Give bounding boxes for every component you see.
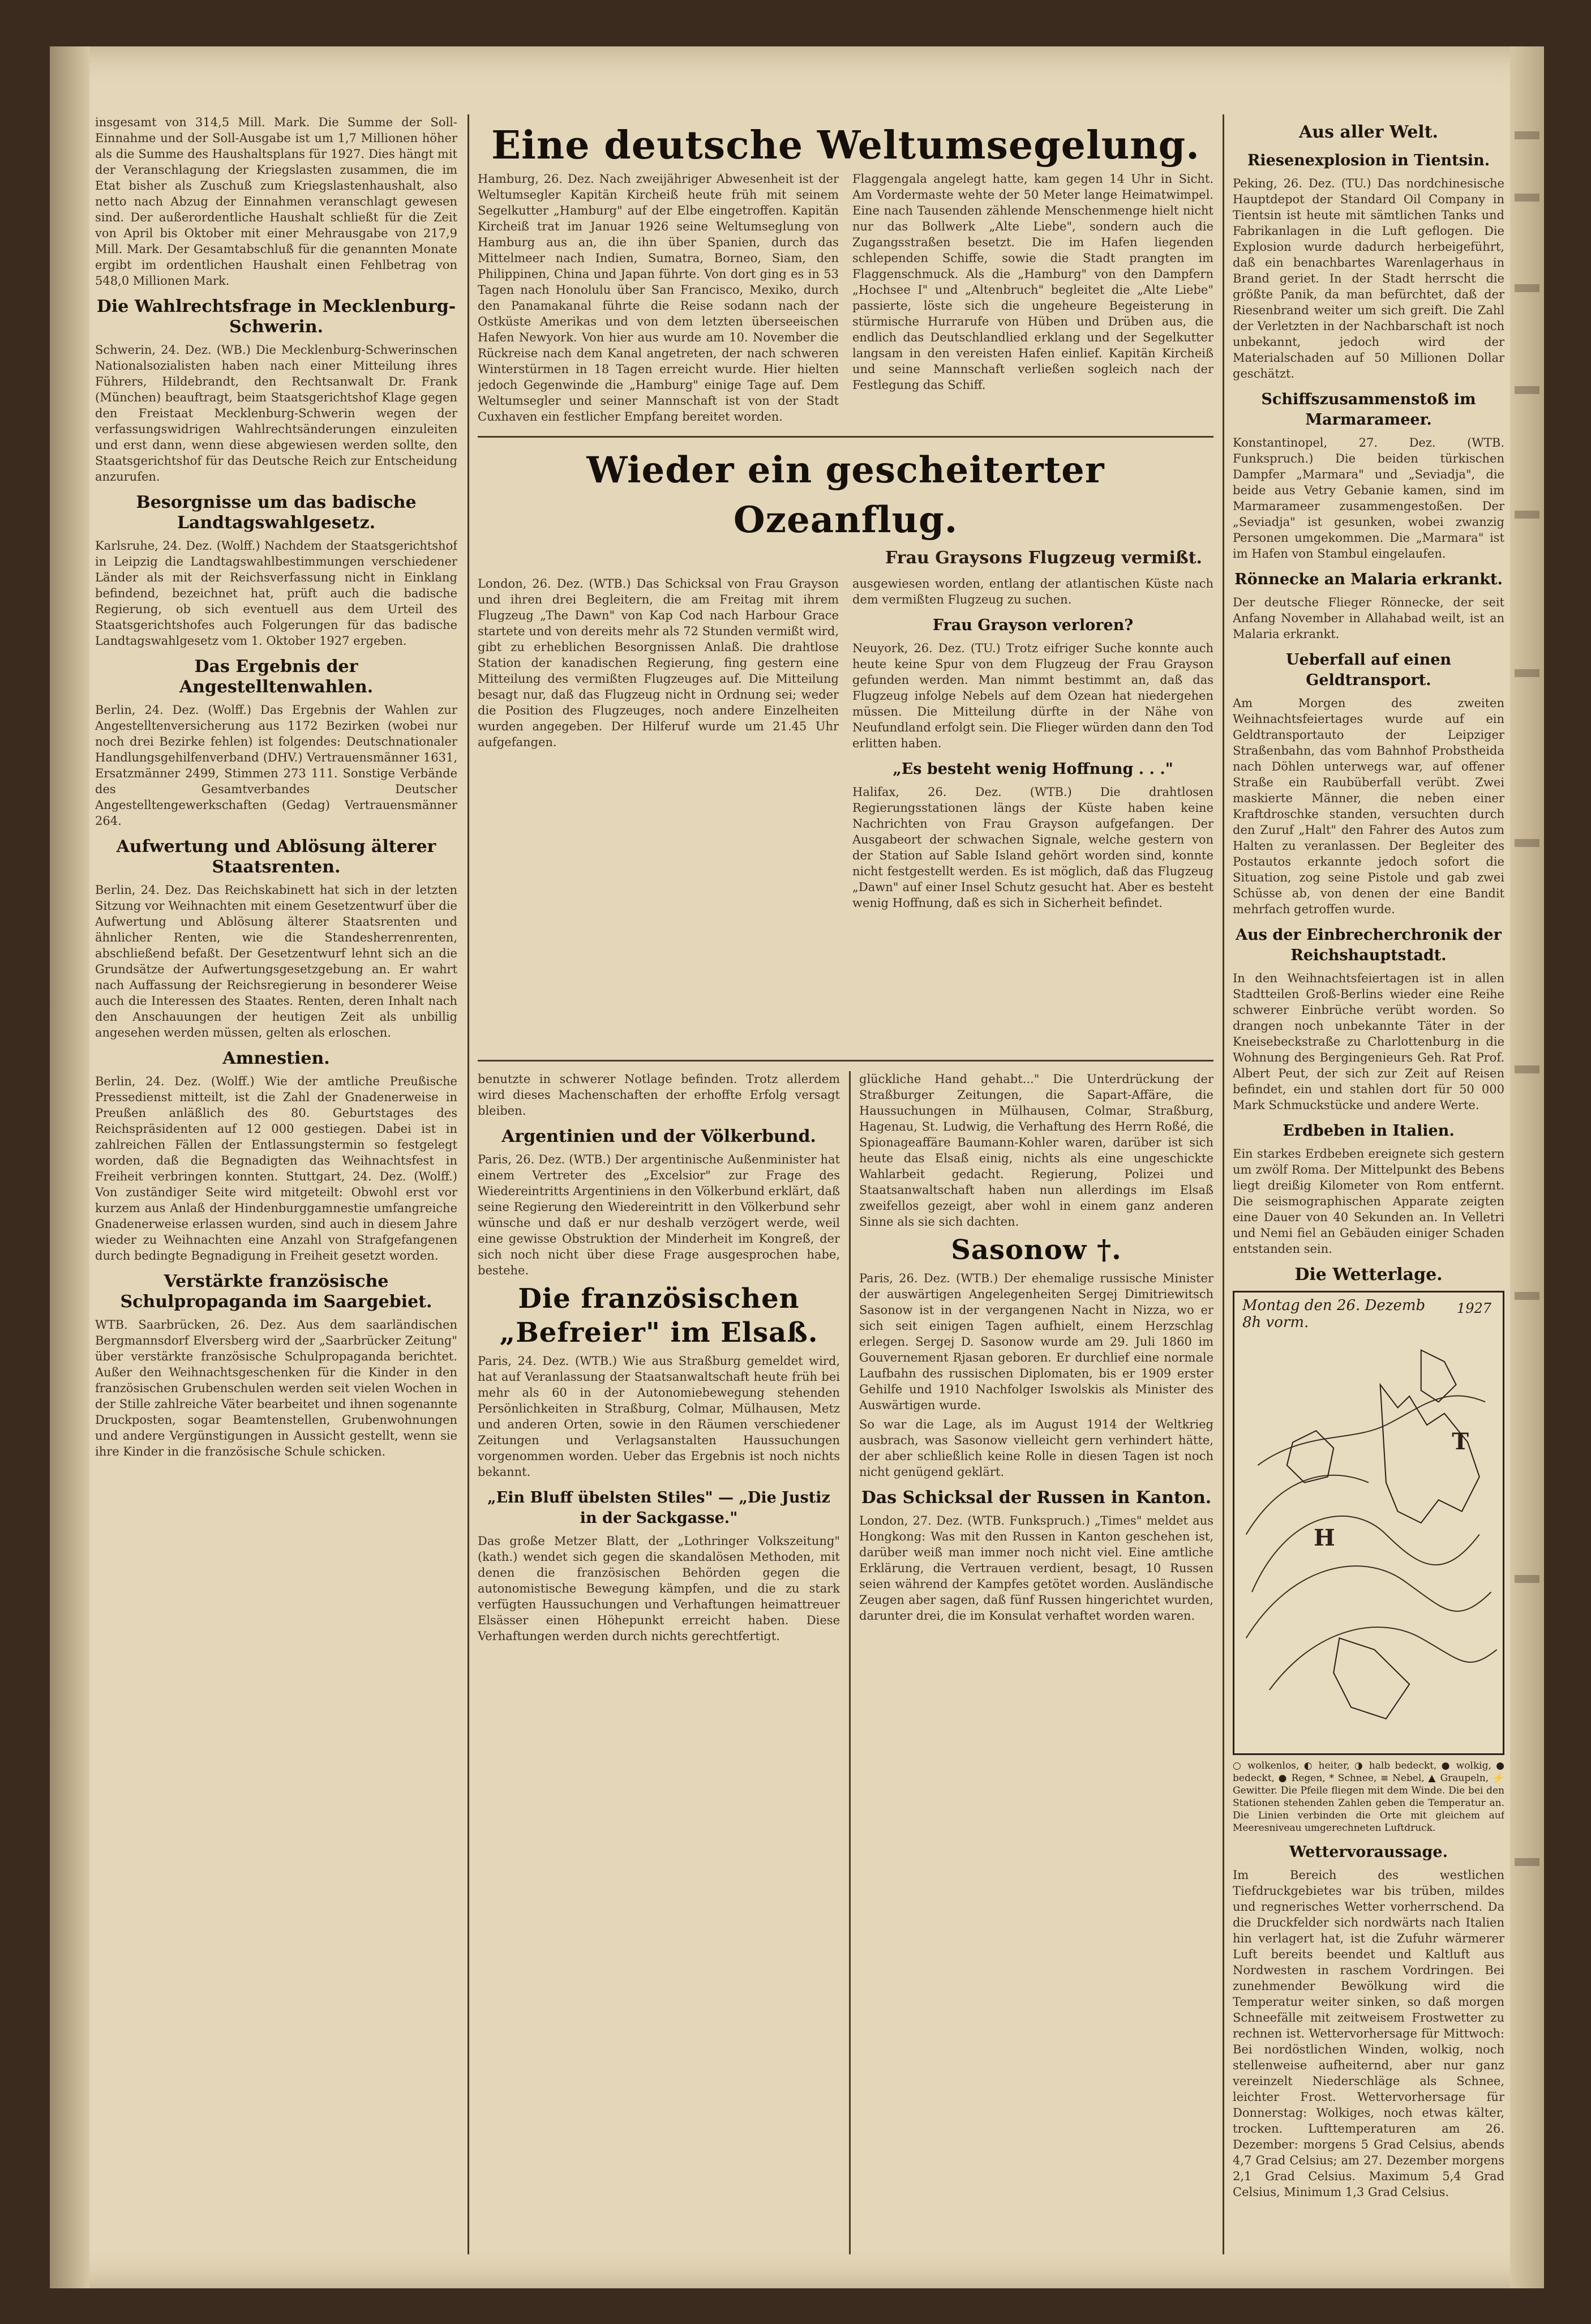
schulpropaganda-headline: Verstärkte französische Schulpropaganda im Saargebiet. [120,1272,432,1312]
einbrecher-text: In den Weihnachtsfeiertagen ist in allen Stadtteilen Groß-Berlins wieder eine Reihe schwerer Einbrüche verübt worden. So drangen noch unbekannte Täter in der Kneisebeckstraße zu Charlottenburg in die Wohnung des Bergingenieurs Geh. Rat Prof. Albert Peut, der sich zur Zeit auf Reisen befindet, ein und stahlen dort für 50 000 Mark Schmuckstücke und andere Werte. [1233,971,1504,1112]
grayson-verloren-headline: Frau Grayson verloren? [932,617,1134,634]
geldtransport-text: Am Morgen des zweiten Weihnachtsfeiertages wurde auf ein Geldtransportauto der Leipziger Straßenbahn, das vom Bahnhof Probstheida nach Döhlen unterwegs war, auf offener Straße ein Raubüberfall verübt. Zwei maskierte Männer, die neben einer Kraftdroschke standen, versuchten durch den Zuruf „Halt" den Fahrer des Autos zum Halten zu veranlassen. Der Begleiter des Postautos erkannte jedoch sofort die Situation, zog seine Pistole und gab zwei Schüsse ab, von denen der eine Bandit mehrfach getroffen wurde. [1233,696,1504,916]
ozeanflug-headline: Wieder ein gescheiterter Ozeanflug. [586,449,1105,541]
amnestien-text: Berlin, 24. Dez. (Wolff.) Wie der amtliche Preußische Pressedienst mitteilt, ist die Zahl der Gnadenerweise in Preußen anläßlich des 80. Geburtstages des Reichspräsidenten auf 12 000 gestiegen. Dabei ist in zahlreichen Fällen der Entlassungstermin so festgelegt worden, daß die Begnadigten das Weihnachtsfest in Freiheit verbringen konnten. Stuttgart, 24. Dez. (Wolff.) Von zuständiger Seite wird mitgeteilt: Obwohl erst vor kurzem aus Anlaß der Hindenburggamnestie umfangreiche Gnadenerweise erlassen wurden, sind auch in diesem Jahre wieder zu Weihnachten eine Anzahl von Strafgefangenen durch bedingte Begnadigung in Freiheit gesetzt worden. [95,1075,457,1262]
amnestien-headline: Amnestien. [222,1048,330,1068]
sasonow-text: Paris, 26. Dez. (WTB.) Der ehemalige russische Minister der auswärtigen Angelegenheiten Sergej Dimitriewitsch Sasonow ist in der vergangenen Nacht in Nizza, wo er sich seit einigen Tagen aufhielt, einem Herzschlag erlegen. Sergej D. Sasonow wurde am 29. Juli 1860 im Gouvernement Rjasan geboren. Er durchlief eine normale Laufbahn des russischen Diplomaten, bis er 1909 erster Gehilfe und 1910 Nachfolger Iswolskis als Minister des Auswärtigen wurde. [859,1272,1213,1412]
marmara-headline: Schiffszusammenstoß im Marmarameer. [1261,391,1476,429]
sasonow-headline: Sasonow †. [951,1234,1122,1266]
center-top [478,114,1213,1032]
tientsin-headline: Riesenexplosion in Tientsin. [1247,152,1490,169]
roennecke-text: Der deutsche Flieger Rönnecke, der seit Anfang November in Allahabad weilt, ist an Malaria erkrankt. [1233,596,1504,641]
sasonow-text-2: So war die Lage, als im August 1914 der Weltkrieg ausbrach, was Sasonow vielleicht gern verhindert hätte, der aber schließlich keine Rolle in diesen Tagen ist noch nicht genügend geklärt. [859,1418,1213,1479]
newspaper-page [50,46,1544,2288]
tientsin-text: Peking, 26. Dez. (TU.) Das nordchinesische Hauptdepot der Standard Oil Company in Tientsin ist heute mit sämtlichen Tanks und Fabrikanlagen in die Luft geflogen. Die Explosion wurde dadurch herbeigeführt, daß ein benachbartes Warenlagerhaus in Brand geriet. In der Stadt herrscht die größte Panik, da man befürchtet, daß der Riesenbrand weiter um sich greift. Die Zahl der Verletzten in der Nachbarschaft ist noch unbekannt, jedoch wird der Materialschaden auf 50 Millionen Dollar geschätzt. [1233,177,1504,380]
argentinien-text: Paris, 26. Dez. (WTB.) Der argentinische Außenminister hat einem Vertreter des „Excelsior" zur Frage des Wiedereintritts Argentiniens in den Völkerbund erklärt, daß seine Regierung den Wiedereintritt in den Völkerbund sehr wünsche und daß er nur deshalb verzögert werde, weil eine gewisse Obstruktion der Minderheit im Kongreß, der sich noch nicht über diese Frage ausgesprochen habe, bestehe. [478,1153,840,1277]
next-page-edge [1510,46,1544,2288]
kanton-text: London, 27. Dez. (WTB. Funkspruch.) „Times" meldet aus Hongkong: Was mit den Russen in Kanton geschehen ist, darüber weiß man immer noch nicht viel. Eine amtliche Erklärung, die Vertrauen verdient, besagt, 10 Russen seien während der Kampfes getötet worden. Ausländische Zeugen aber sagen, daß fünf Russen hingerichtet wurden, darunter drei, die im Konsulat verhaftet worden waren. [859,1514,1213,1623]
vorhersage-text: Im Bereich des westlichen Tiefdruckgebietes war bis trüben, mildes und regnerisches Wetter vorherrschend. Da die Druckfelder sich nordwärts nach Italien hin verlagert hat, ist die Zufuhr wärmerer Luft bereits beendet und Kaltluft aus Nordwesten in raschem Vordringen. Bei zunehmender Bewölkung wird die Temperatur weiter sinken, so daß morgen Schneefälle mit zeitweisem Frostwetter zu rechnen ist. Wettervorhersage für Mittwoch: Bei nordöstlichen Winden, wolkig, noch stellenweise aufheiternd, aber nur ganz vereinzelt Niederschläge als Schnee, leichter Frost. Wettervorhersage für Donnerstag: Wolkiges, noch etwas kälter, trocken. Lufttemperaturen am 26. Dezember: morgens 5 Grad Celsius, abends 4,7 Grad Celsius; am 27. Dezember morgens 2,1 Grad Celsius. Maximum 5,4 Grad Celsius, Minimum 1,3 Grad Celsius. [1233,1868,1504,2199]
weather-map-title: Montag den 26. Dezemb 8h vorm. [1242,1297,1426,1331]
weltumsegelung-col2: Flaggengala angelegt hatte, kam gegen 14 Uhr in Sicht. Am Vordermaste wehte der 50 Meter lange Heimatwimpel. Eine nach Tausenden zählende Menschenmenge hielt nicht nur das Bollwerk „Alte Liebe", sondern auch die Zugangsstraßen besetzt. Die im Hafen liegenden schlependen Schiffe, sowie die Stadt prangten im Flaggenschmuck. Als die „Hamburg" von den Dampfern „Hochsee I" und „Altenbruch" begleitet die „Alte Liebe" passierte, löste sich die ungeheure Begeisterung in stürmische Hurrarufe von Hüben und Drüben aus, die endlich das Deutschlandlied erklang und der Segelkutter langsam in den vereisten Hafen einlief. Kapitän Kircheiß und seine Mannschaft verließen sogleich nach der Festlegung das Schiff. [852,172,1213,392]
baden-headline: Besorgnisse um das badische Landtagswahlgesetz. [136,493,417,533]
low-pressure-label: T [1452,1428,1469,1455]
wetterlage-headline: Die Wetterlage. [1294,1265,1443,1285]
ozeanflug-kicker: Frau Graysons Flugzeug vermißt. [885,548,1202,568]
befreier-headline: Die französischen „Befreier" im Elsaß. [499,1283,818,1349]
elsass-fragment: benutzte in schwerer Notlage befinden. Trotz allerdem wird dieses Machenschaften der erhoffte Erfolg versagt bleiben. [478,1072,840,1118]
befreier-text: Paris, 24. Dez. (WTB.) Wie aus Straßburg gemeldet wird, hat auf Veranlassung der Staatsanwaltschaft heute früh bei mehr als 60 in der Autonomiebewegung stehenden Persönlichkeiten in Straßburg, Colmar, Mülhausen, Metz und anderen Orten, sowie in den Räumen verschiedener Zeitungen und Verlagsanstalten Haussuchungen vorgenommen worden. Ueber das Ergebnis ist noch nichts bekannt. [478,1354,840,1479]
ausaller-headline: Aus aller Welt. [1298,122,1439,142]
erdbeben-text: Ein starkes Erdbeben ereignete sich gestern um zwölf Roma. Der Mittelpunkt des Bebens liegt dreißig Kilometer von Rom entfernt. Die seismographischen Apparate zeigten eine Dauer von 40 Sekunden an. In Velletri und Nemi fiel an Gebäuden einiger Schaden entstanden sein. [1233,1147,1504,1256]
left-column [95,114,457,2254]
page-gutter [50,46,89,2288]
wahlrecht-text: Schwerin, 24. Dez. (WB.) Die Mecklenburg-Schwerinschen Nationalsozialisten haben nach einer Mitteilung ihres Führers, Hildebrandt, den Rechtsanwalt Dr. Frank (München) beauftragt, beim Staatsgerichtshof Klage gegen den Freistaat Mecklenburg-Schwerin wegen der verfassungswidrigen Wahlrechtsänderungen einzuleiten und erst dann, wenn diese abgewiesen werden sollte, den Staatsgerichtshof für das Deutsche Reich zur Entscheidung anzurufen. [95,343,457,483]
weather-map [1233,1291,1504,1755]
staatsrenten-text: Berlin, 24. Dez. Das Reichskabinett hat sich in der letzten Sitzung vor Weihnachten mit einem Gesetzentwurf über die Aufwertung und Ablösung älterer Staatsrenten und ähnlicher Renten, wie die Standesherrenrenten, abschließend befaßt. Der Gesetzentwurf lehnt sich an die Grundsätze der Aufwertungsgesetzgebung an. Er wahrt nach Auffassung der Reichsregierung in besonderer Weise auch die Interessen des Staates. Renten, deren Inhalt nach den Anschauungen der heutigen Zeit als unbillig angesehen werden müssen, gelten als erloschen. [95,883,457,1039]
einbrecher-headline: Aus der Einbrecherchronik der Reichshauptstadt. [1236,926,1502,964]
baden-text: Karlsruhe, 24. Dez. (Wolff.) Nachdem der Staatsgerichtshof in Leipzig die Landtagswahlbestimmungen verschiedener Länder als mit der Reichsverfassung nicht in Einklang befindend, bezeichnet hat, prüft auch die badische Regierung, ob sich eventuell aus dem Urteil des Staatsgerichtshofes auch Folgerungen für das badische Landtagswahlgesetz vom 1. Oktober 1927 ergeben. [95,539,457,648]
schulpropaganda-text: WTB. Saarbrücken, 26. Dez. Aus dem saarländischen Bergmannsdorf Elversberg wird der „Saarbrücker Zeitung" über verstärkte französische Schulpropaganda berichtet. Außer den Weihnachtsgeschenken für die Kinder in den französischen Grubenschulen werden seit vielen Wochen in der Stille zahlreiche Väter bearbeitet und ihnen sogenannte Druckposten, sogar Beamtenstellen, Grubenwohnungen und andere Vergünstigungen in Aussicht gestellt, wenn sie ihre Kinder in die französische Schule schicken. [95,1318,457,1458]
weather-map-lines [1234,1292,1503,1753]
section-rule [478,436,1213,438]
roennecke-headline: Rönnecke an Malaria erkrankt. [1234,571,1503,588]
weather-map-caption: ○ wolkenlos, ◐ heiter, ◑ halb bedeckt, ● wolkig, ● bedeckt, ● Regen, * Schnee, ≡ Nebel, ▲ Graupeln, ⚡ Gewitter. Die Pfeile fliegen mit dem Winde. Die bei den Stationen stehenden Zahlen geben die Temperatur an. Die Linien verbinden die Orte mit gleichem auf Meeresniveau umgerechneten Luftdruck. [1233,1760,1504,1834]
column-rule [1223,114,1224,2254]
high-pressure-label: H [1314,1525,1335,1551]
erdbeben-headline: Erdbeben in Italien. [1283,1122,1455,1140]
wenig-hoffnung-headline: „Es besteht wenig Hoffnung . . ." [893,760,1173,778]
staatsrenten-headline: Aufwertung und Ablösung älterer Staatsrenten. [116,837,436,877]
column-rule [849,1071,851,2254]
geldtransport-headline: Ueberfall auf einen Geldtransport. [1285,651,1452,689]
vorhersage-headline: Wettervoraussage. [1289,1843,1448,1861]
weltumsegelung-col1: Hamburg, 26. Dez. Nach zweijähriger Abwesenheit ist der Weltumsegler Kapitän Kircheiß heute früh mit seinem Segelkutter „Hamburg" auf der Elbe eingetroffen. Kapitän Kircheiß trat im Januar 1926 seine Weltumseglung von Hamburg aus an, die ihn über Spanien, durch das Mittelmeer nach Indien, Sumatra, Borneo, Siam, den Philippinen, China und Japan führte. Von dort ging es in 53 Tagen nach Honolulu über San Francisco, Mexiko, durch den Panamakanal führte die Reise sodann nach der Ostküste Amerikas und von dem letzten überseeischen Hafen Newyork. Von hier aus wurde am 10. November die Rückreise nach dem Kanal angetreten, der nach schweren Winterstürmen in 18 Tagen erreicht wurde. Hier hielten jedoch Gegenwinde die „Hamburg" einige Tage auf. Dem Weltumsegler und seiner Mannschaft ist von der Stadt Cuxhaven ein festlicher Empfang bereitet worden. [478,172,839,423]
center-bottom-right [859,1071,1213,2254]
column-rule [468,114,469,2254]
weather-map-year: 1927 [1456,1300,1491,1316]
argentinien-headline: Argentinien und der Völkerbund. [501,1127,816,1146]
angestellte-headline: Das Ergebnis der Angestelltenwahlen. [179,657,374,697]
center-bottom-left [478,1071,840,2254]
weltumsegelung-headline: Eine deutsche Weltumsegelung. [491,123,1200,168]
center-divider [478,1060,1213,1062]
ozeanflug-col2: ausgewiesen worden, entlang der atlantischen Küste nach dem vermißten Flugzeug zu suchen. [852,577,1213,606]
budget-intro: insgesamt von 314,5 Mill. Mark. Die Summe der Soll-Einnahme und der Soll-Ausgabe ist um 1,7 Millionen höher als die Summe des Haushaltsplans für 1927. Dies hängt mit der Veranschlagung der Kriegslasten zusammen, die im Etat bisher als Zuschuß zum Kriegslastenhaushalt, also netto nach Abzug der Einnahmen veranschlagt gewesen sind. Der außerordentliche Haushalt schließt für die Zeit von April bis Oktober mit einer Mehrausgabe von 217,9 Mill. Mark. Der Gesamtabschluß für die genannten Monate ergibt im ordentlichen Haushalt einen Fehlbetrag von 548,0 Millionen Mark. [95,115,457,288]
ozeanflug-col1: London, 26. Dez. (WTB.) Das Schicksal von Frau Grayson und ihren drei Begleitern, die am Freitag mit ihrem Flugzeug „The Dawn" von Kap Cod nach Harbour Grace startete und von dereits mehr als 72 Stunden vermißt wird, gibt zu erheblichen Besorgnissen Anlaß. Die drahtlose Station der kanadischen Regierung, fing gestern eine Mitteilung des vermißten Flugzeuges auf. Die Mitteilung besagt nur, daß das Flugzeug nicht in Ordnung sei; weder die Position des Flugzeuges, noch andere Einzelheiten wurden angegeben. Der Hilferuf wurde um 21.45 Uhr aufgefangen. [478,577,839,749]
right-column [1233,114,1504,2254]
marmara-text: Konstantinopel, 27. Dez. (WTB. Funkspruch.) Die beiden türkischen Dampfer „Marmara" und „Seviadja", die beide aus Vetry Gebanie kamen, sind im Marmarameer zusammengestoßen. Der „Seviadja" ist gesunken, wobei zwanzig Personen umgekommen. Die „Marmara" ist im Hafen von Stambul eingelaufen. [1233,436,1504,560]
angestellte-text: Berlin, 24. Dez. (Wolff.) Das Ergebnis der Wahlen zur Angestelltenversicherung aus 1172 Bezirken (wobei nur noch drei Bezirke fehlen) ist folgendes: Deutschnationaler Handlungsgehilfenverband (DHV.) Vertrauensmänner 1631, Ersatzmänner 2499, Stimmen 273 111. Sonstige Verbände des Gesamtverbandes Deutscher Angestelltengewerkschaften (Gedag) Vertrauensmänner 264. [95,703,457,828]
wenig-hoffnung-text: Halifax, 26. Dez. (WTB.) Die drahtlosen Regierungsstationen längs der Küste haben keine Nachrichten von Frau Grayson aufgefangen. Der Ausgabeort der schwachen Signale, welche gestern von der Station auf Sable Island gehört worden sind, konnte nicht festgestellt werden. Es ist möglich, daß das Flugzeug „Dawn" auf einer Insel Schutz gesucht hat. Aber es besteht wenig Hoffnung, daß es sich in Sicherheit befindet. [852,785,1213,910]
elsass-fragment-2: glückliche Hand gehabt..." Die Unterdrückung der Straßburger Zeitungen, die Sapart-Affäre, die Haussuchungen in Mülhausen, Colmar, Straßburg, Hagenau, St. Ludwig, die Verhaftung des Herrn Roßé, die Spionageaffäre Baumann-Kohler waren, darüber ist sich heute das Elsaß einig, nichts als eine ungeschickte Wahlarbeit gedacht. Regierung, Polizei und Staatsanwaltschaft haben nun allerdings im Elsaß zweifellos gezeigt, aber wohl in einem ganz anderen Sinne als sie sich dachten. [859,1072,1213,1229]
grayson-verloren-text: Neuyork, 26. Dez. (TU.) Trotz eifriger Suche konnte auch heute keine Spur von dem Flugzeug der Frau Grayson gefunden werden. Man nimmt bestimmt an, daß das Flugzeug infolge Nebels auf dem Ozean hat niedergehen müssen. Die Mitteilung dürfte in der Nähe von Neufundland erfolgt sein. Die Flieger würden dann den Tod erlitten haben. [852,641,1213,750]
wahlrecht-headline: Die Wahlrechtsfrage in Mecklenburg-Schwerin. [96,297,456,337]
kanton-headline: Das Schicksal der Russen in Kanton. [861,1488,1212,1508]
bluff-headline: „Ein Bluff übelsten Stiles" — „Die Justiz in der Sackgasse." [487,1489,830,1527]
bluff-text: Das große Metzer Blatt, der „Lothringer Volkszeitung" (kath.) wendet sich gegen die skandalösen Methoden, mit denen die französischen Behörden gegen die autonomistische Bewegung kämpfen, und die zu stark verfügten Haussuchungen und Verhaftungen heimattreuer Elsässer einen Höhepunkt erreicht haben. Diese Verhaftungen werden durch nichts gerechtfertigt. [478,1534,840,1643]
